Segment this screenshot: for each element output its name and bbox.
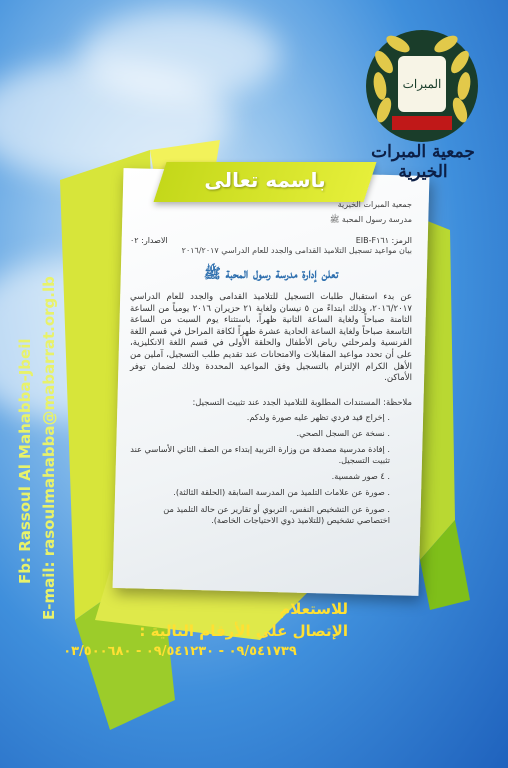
phone-numbers: ٠٩/٥٤١٧٣٩ - ٠٩/٥٤١٢٣٠ - ٠٣/٥٠٠٦٨٠ bbox=[63, 644, 297, 659]
letter-subject: بيان مواعيد تسجيل التلاميذ القدامى والجدد للعام الدراسي ٢٠١٦/٢٠١٧ bbox=[181, 246, 412, 256]
list-item: . إفادة مدرسية مصدقة من وزارة التربية إبتداء من الصف الثاني الأساسي عند تثبيت التسجيل. bbox=[130, 444, 390, 466]
organization-name: جمعية المبرات الخيرية bbox=[371, 142, 475, 182]
contact-block bbox=[128, 600, 348, 640]
release-number: الاصدار: ٠٢ bbox=[130, 235, 168, 245]
list-item: . ٤ صور شمسية. bbox=[331, 471, 390, 482]
letter-header-school: مدرسة رسول المحبة ﷺ bbox=[329, 214, 412, 224]
logo-inner-text: المبرات bbox=[402, 77, 442, 91]
facebook-handle: Fb: Rassoul Al Mahabba-Jbeil bbox=[16, 338, 34, 584]
list-item: . إخراج قيد فردي تظهر عليه صورة ولدكم. bbox=[246, 412, 390, 423]
ribbon-title: باسمه تعالى bbox=[204, 168, 326, 192]
list-item: . صورة عن علامات التلميذ من المدرسة السابقة (الحلقة الثالثة). bbox=[173, 487, 390, 498]
note-heading: ملاحظة: المستندات المطلوبة للتلاميذ الجدد عند تثبيت التسجيل: bbox=[192, 396, 412, 407]
list-item: . صورة عن التشخيص النفس، التربوي أو تقارير عن حالة التلميذ من اختصاصي تشخيص (للتلاميذ ذوي الاحتياجات الخاصة). bbox=[163, 503, 390, 525]
letter-title: تعلن إدارة مدرسة رسول المحبة ﷺ bbox=[203, 266, 339, 283]
letter-content bbox=[130, 200, 412, 531]
reference-code: الرمز: EIB-F١٦١ bbox=[355, 235, 412, 245]
list-item: . نسخة عن السجل الصحي. bbox=[296, 428, 390, 439]
contact-subheading: الإتصال على الأرقام التالية : bbox=[139, 622, 348, 640]
letter-header-org: جمعية المبرات الخيرية bbox=[337, 200, 412, 209]
organization-logo bbox=[362, 26, 482, 146]
reference-row bbox=[130, 236, 412, 247]
email-address: E-mail: rasoulmahabba@mabarrat.org.lb bbox=[40, 276, 58, 620]
requirements-list bbox=[130, 412, 412, 526]
contact-heading: للاستعلام bbox=[279, 600, 348, 618]
letter-body: عن بدء استقبال طلبات التسجيل للتلاميذ القدامى والجدد للعام الدراسي ٢٠١٦/٢٠١٧، وذلك ابتداءً من ٥ نيسان ولغاية ٢١ حزيران ٢٠١٦ يومياً من الساعة الثامنة صباحاً ولغاية الساعة الثانية ظهراً، باستثناء يوم السبت من الساعة التاسعة صباحاً ولغاية الساعة الحادية عشرة ظهراً لكافة المراحل في قسم اللغة الفرنسية ولمرحلتي رياض الأطفال والحلقة الأولى في قسم اللغة الانكليزية، على أن تحدد مواعيد المقابلات والامتحانات عند تقديم طلب التسجيل، آملين من الأهل الكرام الإلتزام بالتسجيل وفق المواعيد المحددة وذلك لضمان توفر الأماكن. bbox=[130, 292, 413, 384]
